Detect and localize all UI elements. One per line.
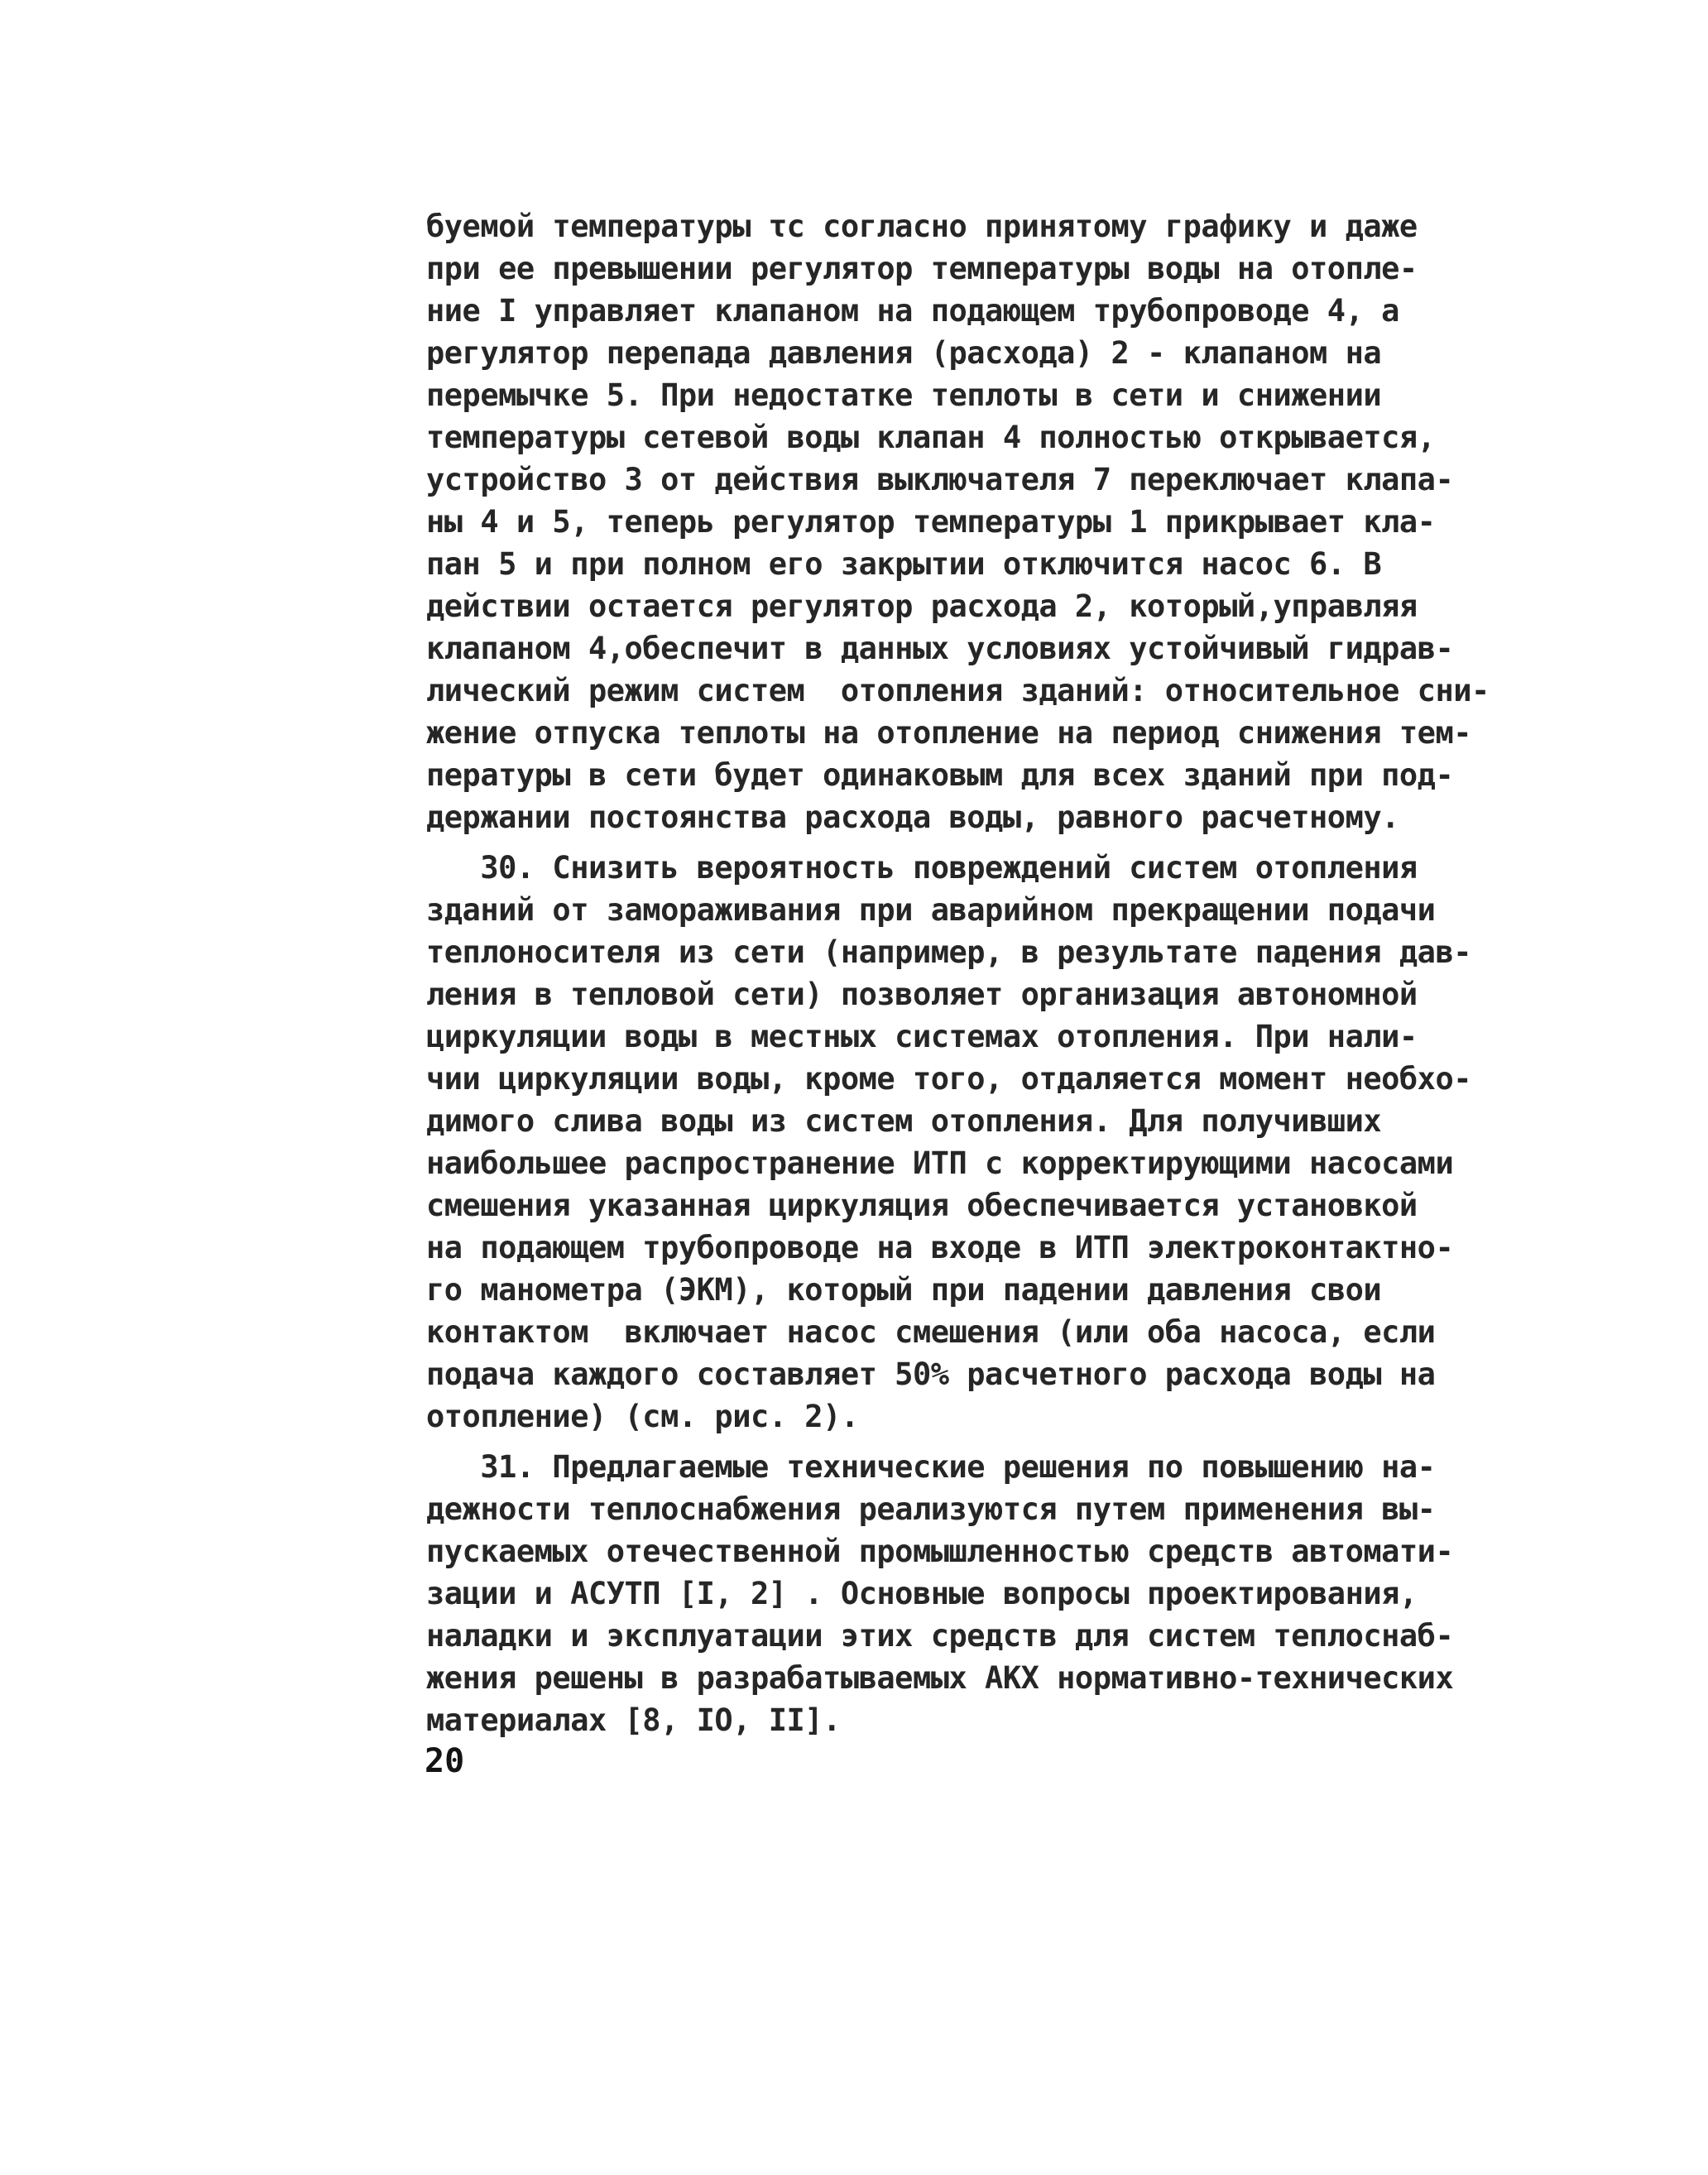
text-line: отопление) (см. рис. 2). [426,1399,859,1434]
text-line: пературы в сети будет одинаковым для всех зданий при под- [426,757,1454,793]
text-line: зации и АСУТП [I, 2] . Основные вопросы проектирования, [426,1576,1418,1611]
text-line: лический режим систем отопления зданий: относительное сни- [426,673,1490,708]
text-line: подача каждого составляет 50% расчетного расхода воды на [426,1356,1436,1392]
paragraph-gap [426,838,1461,847]
paragraph-gap [426,1438,1461,1446]
text-line: зданий от замораживания при аварийном прекращении подачи [426,892,1436,928]
text-line: температуры сетевой воды клапан 4 полностью открывается, [426,420,1436,455]
page-number: 20 [425,1742,465,1780]
paragraph-3 [426,1446,1461,1741]
text-line: чии циркуляции воды, кроме того, отдаляется момент необхо- [426,1061,1472,1097]
text-line: при ее превышении регулятор температуры воды на отопле- [426,251,1418,286]
text-line: перемычке 5. При недостатке теплоты в сети и снижении [426,377,1382,413]
text-line: дежности теплоснабжения реализуются путем применения вы- [426,1491,1436,1527]
text-line: на подающем трубопроводе на входе в ИТП электроконтактно- [426,1230,1454,1265]
text-line: циркуляции воды в местных системах отопления. При нали- [426,1019,1418,1054]
text-line: регулятор перепада давления (расхода) 2 - клапаном на [426,335,1382,371]
text-line: 30. Снизить вероятность повреждений систем отопления [426,850,1418,886]
text-line: 31. Предлагаемые технические решения по повышению на- [426,1449,1436,1485]
text-line: жения решены в разрабатываемых АКХ нормативно-технических [426,1660,1454,1696]
text-line: пан 5 и при полном его закрытии отключится насос 6. В [426,546,1382,582]
text-line: ления в тепловой сети) позволяет организация автономной [426,977,1418,1012]
text-line: материалах [8, IO, II]. [426,1702,841,1738]
text-line: держании постоянства расхода воды, равного расчетному. [426,799,1399,835]
paragraph-1 [426,205,1490,838]
text-line: димого слива воды из систем отопления. Для получивших [426,1103,1382,1139]
text-line: буемой температуры τс согласно принятому графику и даже [426,209,1418,244]
body-text [426,205,1490,1741]
paragraph-2 [426,847,1472,1438]
text-line: наладки и эксплуатации этих средств для систем теплоснаб- [426,1618,1454,1654]
text-line: наибольшее распространение ИТП с корректирующими насосами [426,1145,1454,1181]
text-line: смешения указанная циркуляция обеспечивается установкой [426,1188,1418,1223]
text-line: жение отпуска теплоты на отопление на период снижения тем- [426,715,1472,751]
text-line: действии остается регулятор расхода 2, который,управляя [426,588,1418,624]
text-line: ние I управляет клапаном на подающем трубопроводе 4, а [426,293,1399,329]
text-line: ны 4 и 5, теперь регулятор температуры 1 прикрывает кла- [426,504,1436,540]
text-line: го манометра (ЭКМ), который при падении давления свои [426,1272,1382,1308]
text-line: клапаном 4,обеспечит в данных условиях устойчивый гидрав- [426,631,1454,666]
text-line: теплоносителя из сети (например, в результате падения дав- [426,934,1472,970]
text-line: контактом включает насос смешения (или оба насоса, если [426,1314,1436,1350]
text-line: пускаемых отечественной промышленностью средств автомати- [426,1534,1454,1569]
text-line: устройство 3 от действия выключателя 7 переключает клапа- [426,462,1454,497]
